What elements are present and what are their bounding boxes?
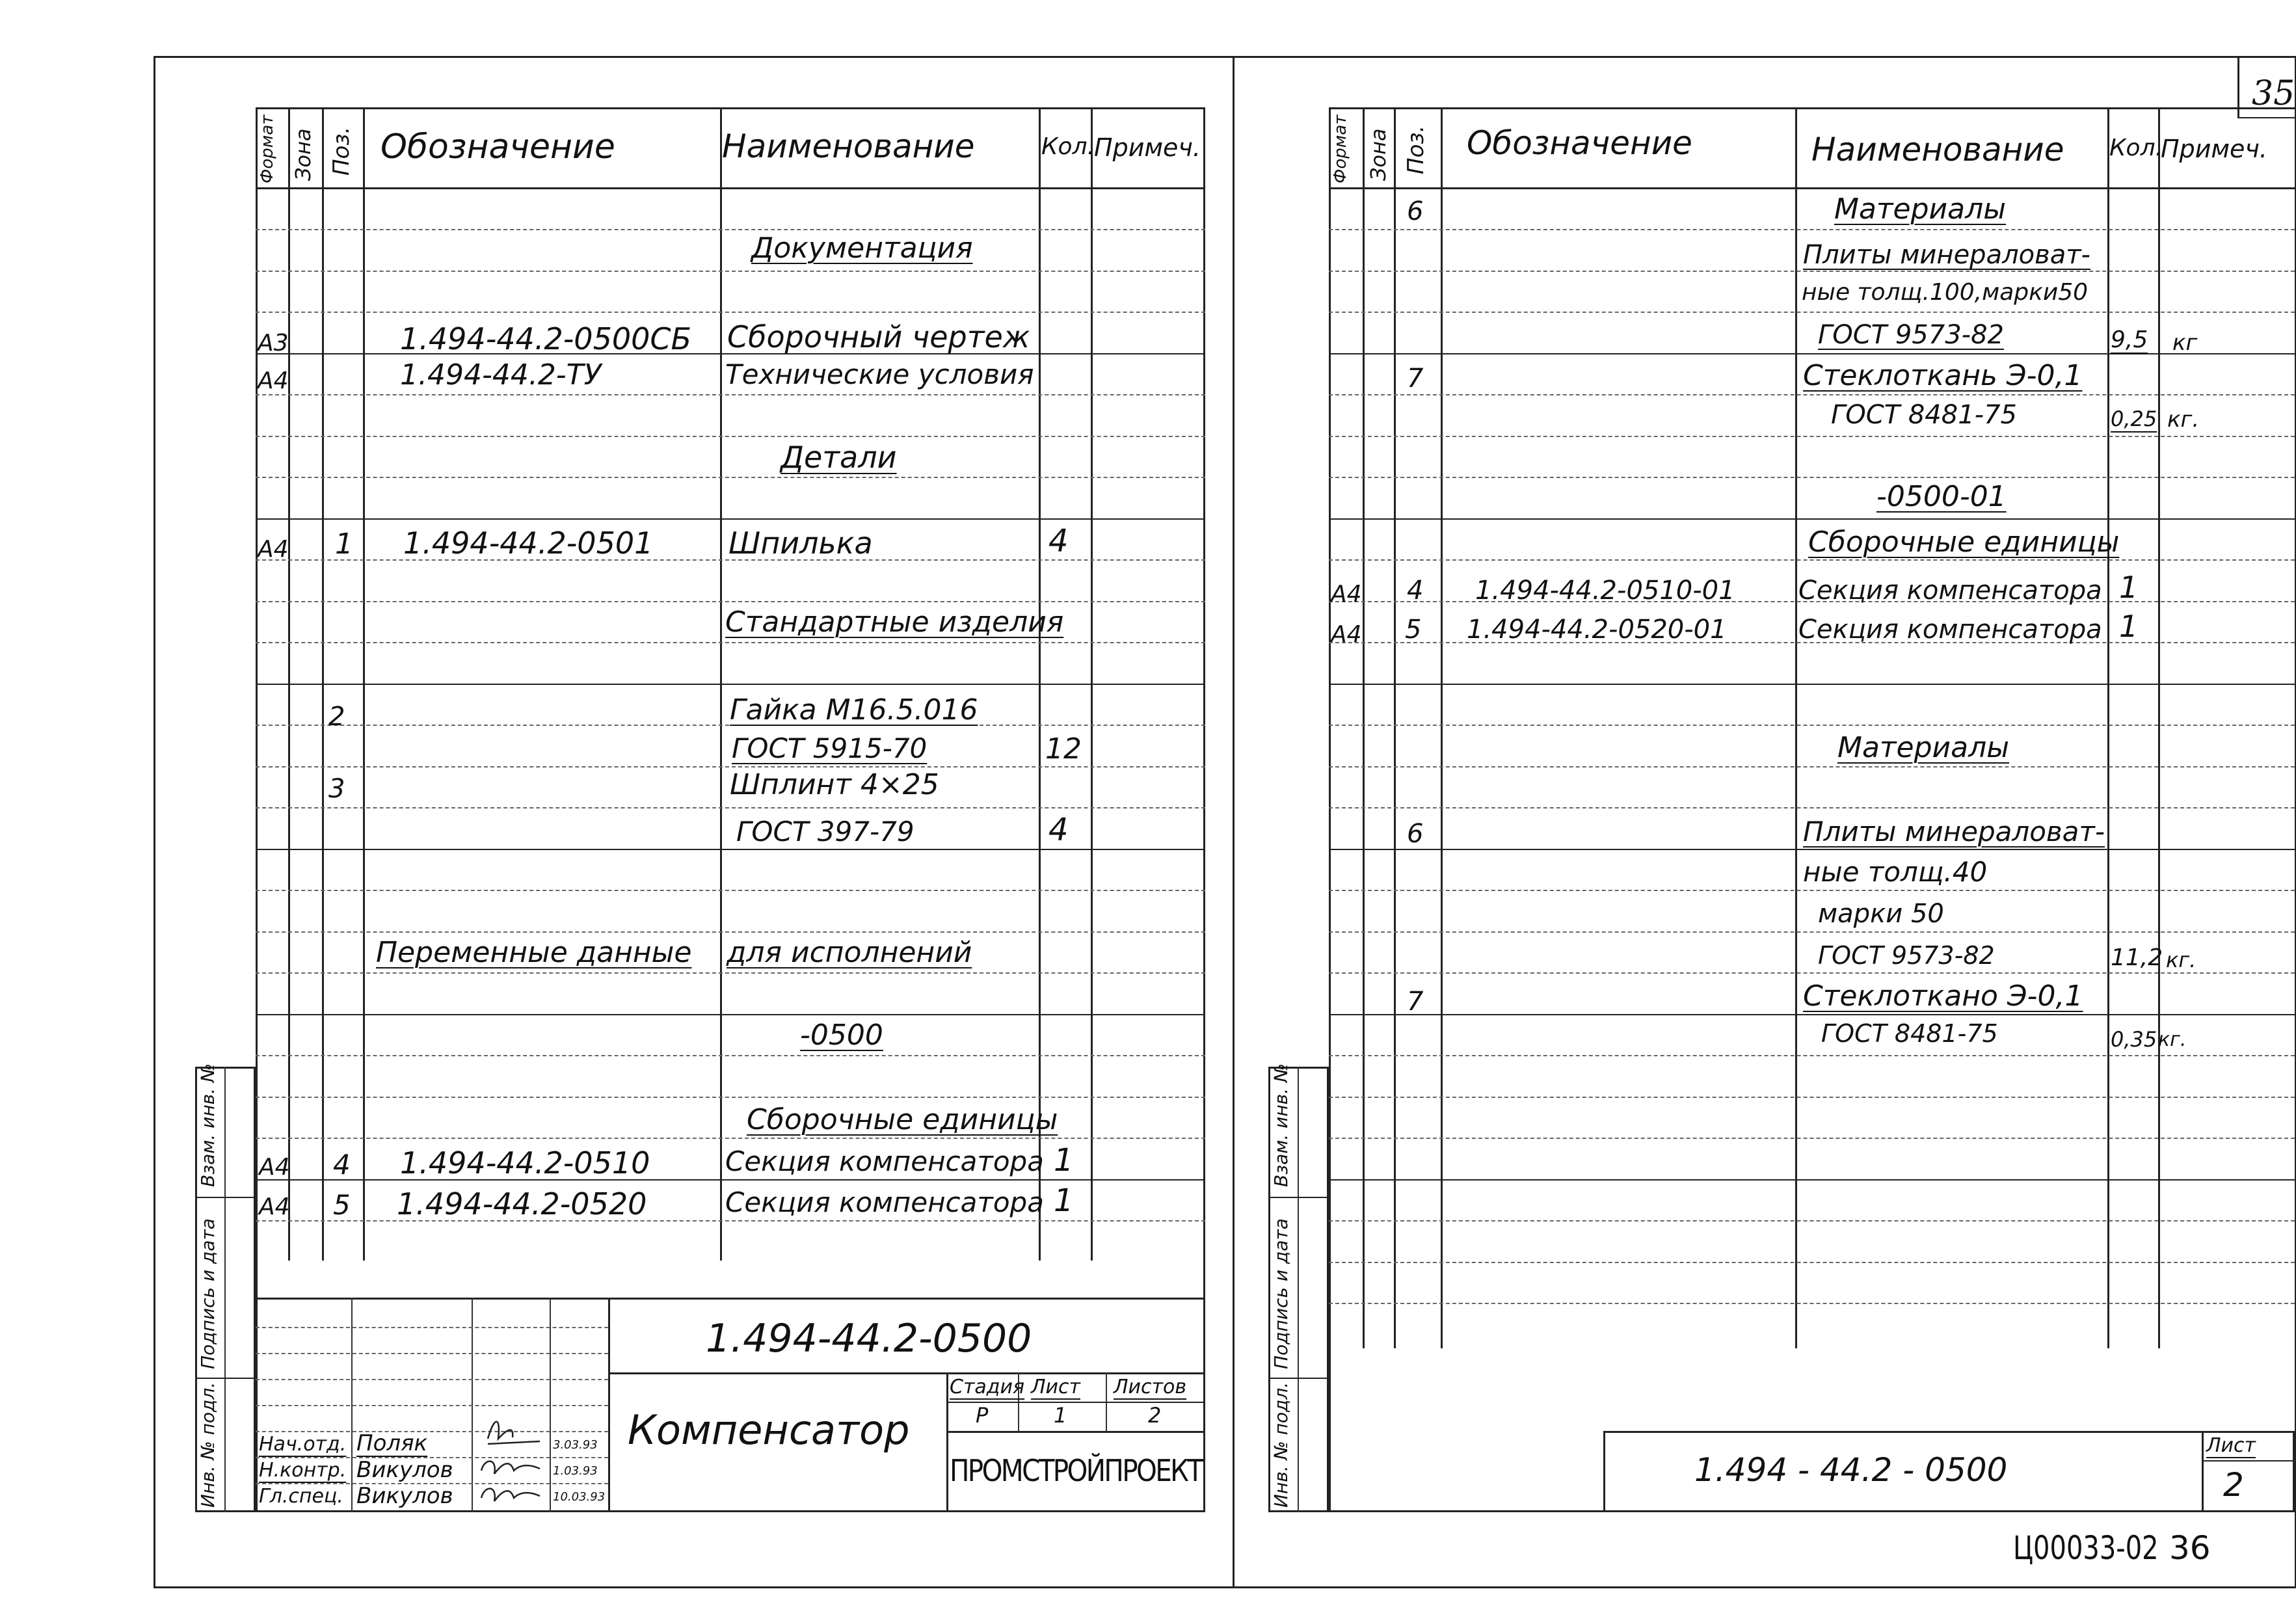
left-header-zone: Зона — [291, 128, 315, 181]
signature-polyak — [475, 1413, 546, 1452]
left-row-name: Шплинт 4×25 — [730, 768, 939, 801]
left-row-pos: 2 — [328, 702, 345, 732]
left-for-variants: для исполнений — [727, 936, 972, 969]
tb-line — [946, 1431, 1205, 1433]
row-rule-line — [256, 684, 1205, 685]
right-side-strip-line — [1268, 1378, 1329, 1379]
left-row-designation: 1.494-44.2-ТУ — [400, 358, 602, 392]
row-rule-line — [256, 849, 1205, 850]
row-rule-line — [256, 394, 1205, 395]
row-rule-line — [256, 1097, 1205, 1098]
right-row-note: кг — [2172, 330, 2198, 356]
left-row-name: Технические условия — [725, 358, 1034, 390]
tb-sig-date: 1.03.93 — [553, 1464, 598, 1478]
right-section-materials-2: Материалы — [1837, 731, 2009, 764]
left-side-strip-line — [195, 1378, 256, 1379]
right-header-name: Наименование — [1811, 131, 2064, 168]
row-rule-line — [256, 972, 1205, 974]
right-label-vzam: Взам. инв. № — [1270, 1063, 1292, 1187]
tb-stage-label: Стадия — [950, 1376, 1025, 1398]
row-rule-line — [1329, 849, 2295, 850]
left-row-designation: 1.494-44.2-0500СБ — [400, 321, 692, 356]
left-section-documentation: Документация — [751, 232, 973, 265]
left-row-name: ГОСТ 5915-70 — [732, 732, 928, 764]
row-rule-line — [1329, 559, 2295, 561]
row-rule-line — [1329, 477, 2295, 478]
tb-sig-row — [256, 1353, 608, 1354]
left-row-name: Сборочный чертеж — [727, 319, 1030, 354]
right-row-qty: 11,2 — [2111, 944, 2163, 971]
row-rule-line — [256, 1179, 1205, 1181]
tb-sig-name: Поляк — [356, 1430, 428, 1456]
right-row-name: Плиты минераловат- — [1803, 816, 2105, 848]
row-rule-line — [1329, 684, 2295, 685]
right-row-qty: 1 — [2119, 570, 2139, 605]
right-col-line — [1394, 107, 1396, 1348]
row-rule-line — [1329, 1014, 2295, 1015]
row-rule-line — [256, 312, 1205, 313]
left-side-strip-line — [195, 1197, 256, 1198]
tb-sig-date: 3.03.93 — [553, 1438, 598, 1452]
left-label-inv: Инв. № подл. — [197, 1381, 219, 1508]
right-table-frame — [1329, 107, 2295, 1512]
row-rule-line — [256, 271, 1205, 272]
row-rule-line — [1329, 1055, 2295, 1056]
row-rule-line — [256, 1014, 1205, 1015]
right-section-assembly: Сборочные единицы — [1808, 526, 2120, 559]
row-rule-line — [1329, 1138, 2295, 1139]
right-row-format: А4 — [1331, 581, 1362, 607]
right-header-note: Примеч. — [2161, 135, 2267, 163]
right-label-inv: Инв. № подл. — [1270, 1381, 1292, 1508]
right-row-pos: 6 — [1407, 819, 1424, 849]
left-header-pos: Поз. — [328, 126, 354, 176]
right-row-name: ГОСТ 8481-75 — [1831, 400, 2017, 430]
right-row-name: ные толщ.40 — [1803, 856, 1988, 888]
left-row-qty: 12 — [1045, 732, 1082, 766]
row-rule-line — [1329, 271, 2295, 272]
left-label-podpis: Подпись и дата — [197, 1218, 219, 1369]
right-footer-sheet: 2 — [2223, 1466, 2244, 1504]
row-rule-line — [1329, 931, 2295, 933]
right-side-strip-line — [1268, 1197, 1329, 1198]
left-row-qty: 1 — [1054, 1142, 1074, 1179]
right-row-name: Стеклоткано Э-0,1 — [1803, 980, 2083, 1013]
left-row-qty: 4 — [1048, 523, 1069, 559]
row-rule-line — [1329, 1262, 2295, 1263]
right-row-name: ные толщ.100,марки50 — [1802, 279, 2089, 306]
right-header-format: Формат — [1331, 114, 1350, 183]
right-side-strip-divider — [1298, 1067, 1299, 1512]
right-col-line — [1795, 107, 1797, 1348]
row-rule-line — [256, 1055, 1205, 1056]
row-rule-line — [1329, 229, 2295, 230]
row-rule-line — [1329, 1303, 2295, 1304]
row-rule-line — [256, 436, 1205, 437]
left-header-designation: Обозначение — [380, 127, 615, 167]
right-row-name: ГОСТ 8481-75 — [1821, 1019, 1998, 1048]
right-col-line — [1363, 107, 1365, 1348]
tb-sheets-label: Листов — [1114, 1376, 1187, 1398]
right-row-designation: 1.494-44.2-0520-01 — [1467, 615, 1727, 645]
right-row-note: кг. — [2167, 407, 2200, 433]
tb-sig-row — [256, 1379, 608, 1380]
row-rule-line — [256, 518, 1205, 520]
tb-sig-row — [256, 1327, 608, 1328]
signature-vikulov-2 — [475, 1482, 546, 1508]
left-table-frame — [256, 107, 1205, 1512]
right-footer-divider — [2202, 1431, 2204, 1512]
left-row-qty: 4 — [1048, 812, 1069, 848]
left-row-pos: 4 — [333, 1149, 351, 1181]
left-row-format: А3 — [258, 330, 289, 356]
right-row-qty: 0,25 — [2111, 407, 2157, 431]
right-row-pos: 7 — [1407, 987, 1424, 1017]
left-header-name: Наименование — [722, 127, 975, 165]
left-row-designation: 1.494-44.2-0510 — [400, 1145, 650, 1181]
right-row-name: ГОСТ 9573-82 — [1818, 941, 1995, 970]
right-row-note: кг. — [2166, 948, 2196, 972]
right-row-name: Секция компенсатора — [1798, 576, 2102, 606]
tb-sig-name: Викулов — [356, 1483, 453, 1509]
left-row-name: ГОСТ 397-79 — [736, 816, 914, 848]
left-row-pos: 3 — [328, 774, 345, 804]
left-row-format: А4 — [258, 536, 289, 563]
right-header-qty: Кол. — [2109, 135, 2163, 161]
row-rule-line — [1329, 766, 2295, 767]
row-rule-line — [1329, 972, 2295, 974]
left-variable-data: Переменные данные — [376, 936, 692, 969]
row-rule-line — [256, 477, 1205, 478]
right-row-pos: 5 — [1405, 615, 1422, 645]
row-rule-line — [1329, 436, 2295, 437]
archive-page: 36 — [2169, 1529, 2211, 1567]
right-header-pos: Поз. — [1403, 125, 1429, 174]
row-rule-line — [1329, 890, 2295, 891]
left-row-name: Секция компенсатора — [725, 1145, 1044, 1177]
right-header-line — [1329, 187, 2295, 189]
row-rule-line — [1329, 1097, 2295, 1098]
right-row-pos: 7 — [1407, 364, 1424, 394]
left-section-assembly: Сборочные единицы — [747, 1103, 1058, 1136]
row-rule-line — [256, 229, 1205, 230]
right-row-qty: 9,5 — [2111, 327, 2148, 353]
row-rule-line — [256, 807, 1205, 808]
right-row-format: А4 — [1331, 621, 1362, 648]
row-rule-line — [256, 1138, 1205, 1139]
row-rule-line — [1329, 312, 2295, 313]
right-row-name: Стеклоткань Э-0,1 — [1803, 359, 2083, 392]
right-row-pos: 4 — [1407, 576, 1424, 606]
left-side-strip-divider — [224, 1067, 226, 1512]
tb-sig-date: 10.03.93 — [553, 1490, 606, 1504]
right-row-pos: 6 — [1407, 196, 1424, 226]
right-header-designation: Обозначение — [1467, 124, 1692, 162]
tb-sig-row — [256, 1431, 608, 1432]
right-footer-doc-number: 1.494 - 44.2 - 0500 — [1694, 1451, 2008, 1489]
row-rule-line — [1329, 1179, 2295, 1181]
row-rule-line — [1329, 394, 2295, 395]
row-rule-line — [256, 601, 1205, 602]
right-row-name: ГОСТ 9573-82 — [1818, 320, 2004, 350]
row-rule-line — [1329, 1220, 2295, 1221]
left-row-name: Секция компенсатора — [725, 1186, 1044, 1218]
left-row-pos: 5 — [333, 1189, 351, 1221]
archive-code: Ц00033-02 — [2013, 1529, 2159, 1567]
tb-sheets: 2 — [1148, 1403, 1162, 1428]
right-row-note: кг. — [2158, 1028, 2187, 1051]
tb-col — [608, 1298, 610, 1512]
left-section-details: Детали — [781, 440, 897, 475]
right-row-qty: 1 — [2119, 609, 2139, 644]
right-label-podpis: Подпись и дата — [1270, 1218, 1292, 1369]
tb-mid-line — [608, 1372, 1205, 1374]
row-rule-line — [256, 890, 1205, 891]
left-row-format: А4 — [258, 367, 289, 394]
left-section-standard: Стандартные изделия — [725, 606, 1064, 639]
left-row-format: А4 — [259, 1154, 290, 1181]
right-row-name: Секция компенсатора — [1798, 615, 2102, 645]
left-section-0500: -0500 — [800, 1019, 883, 1052]
row-rule-line — [1329, 807, 2295, 808]
left-label-vzam: Взам. инв. № — [197, 1063, 219, 1187]
tb-sig-name: Викулов — [356, 1457, 453, 1483]
tb-doc-number: 1.494-44.2-0500 — [706, 1316, 1032, 1361]
left-header-format: Формат — [258, 114, 277, 183]
right-row-name: Плиты минераловат- — [1803, 240, 2090, 270]
left-row-name: Гайка М16.5.016 — [730, 693, 978, 727]
right-footer-line — [2202, 1460, 2295, 1462]
tb-title: Компенсатор — [628, 1406, 910, 1454]
tb-sig-role: Нач.отд. — [259, 1433, 347, 1456]
left-row-pos: 1 — [335, 527, 353, 561]
left-row-name: Шпилька — [728, 526, 873, 561]
left-header-note: Примеч. — [1094, 133, 1201, 162]
tb-organization: ПРОМСТРОЙПРОЕКТ — [950, 1453, 1202, 1488]
row-rule-line — [1329, 518, 2295, 520]
right-section-materials: Материалы — [1834, 193, 2006, 226]
left-row-designation: 1.494-44.2-0520 — [397, 1186, 647, 1221]
tb-sheet-label: Лист — [1031, 1376, 1081, 1398]
tb-stage: Р — [976, 1403, 989, 1428]
row-rule-line — [1329, 353, 2295, 354]
tb-sig-role: Н.контр. — [259, 1459, 347, 1482]
tb-sig-row — [256, 1405, 608, 1406]
right-col-line — [2158, 107, 2160, 1348]
signature-vikulov-1 — [475, 1454, 546, 1480]
right-header-zone: Зона — [1366, 128, 1391, 181]
right-section-0500-01: -0500-01 — [1876, 480, 2007, 513]
row-rule-line — [256, 766, 1205, 767]
page-number: 35 — [2252, 74, 2295, 113]
right-row-designation: 1.494-44.2-0510-01 — [1475, 576, 1735, 606]
tb-col — [946, 1372, 948, 1512]
tb-sheet: 1 — [1054, 1403, 1067, 1428]
left-header-line — [256, 187, 1205, 189]
right-row-name: марки 50 — [1818, 899, 1944, 929]
right-footer-sheet-label: Лист — [2206, 1434, 2256, 1457]
row-rule-line — [1329, 725, 2295, 726]
tb-top-line — [256, 1298, 1205, 1300]
row-rule-line — [256, 931, 1205, 933]
left-row-designation: 1.494-44.2-0501 — [403, 526, 654, 561]
row-rule-line — [256, 642, 1205, 643]
tb-sig-role: Гл.спец. — [259, 1485, 343, 1508]
left-row-qty: 1 — [1054, 1182, 1074, 1219]
right-col-line — [1441, 107, 1443, 1348]
left-header-qty: Кол. — [1041, 133, 1095, 160]
left-row-format: А4 — [259, 1194, 290, 1220]
right-col-line — [2107, 107, 2109, 1348]
right-row-qty: 0,35 — [2111, 1027, 2157, 1052]
